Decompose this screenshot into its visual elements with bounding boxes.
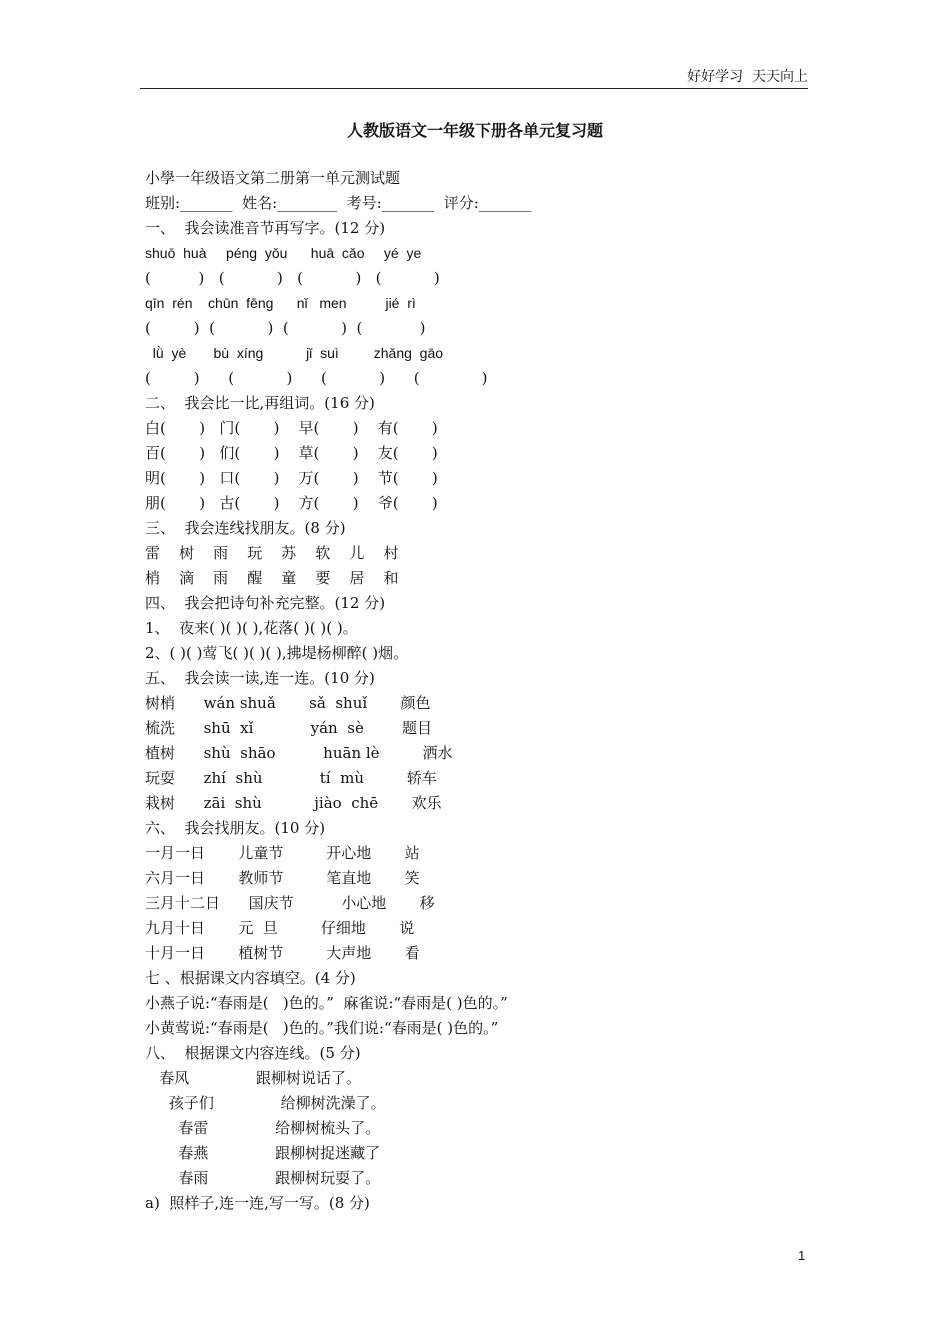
worksheet-line: ( ) ( ) ( ) ( ) <box>145 269 440 287</box>
worksheet-line: 五、 我会读一读,连一连。(10 分) <box>145 669 375 687</box>
worksheet-line: 三、 我会连线找朋友。(8 分) <box>145 519 346 537</box>
worksheet-line: a) 照样子,连一连,写一写。(8 分) <box>145 1194 370 1212</box>
worksheet-line: lǜ yè bù xíng jǐ suì zhǎng gāo <box>145 345 444 361</box>
worksheet-line: 春雨 跟柳树玩耍了。 <box>145 1169 381 1187</box>
worksheet-line: 白( ) 门( ) 早( ) 有( ) <box>145 419 438 437</box>
worksheet-line: 十月一日 植树节 大声地 看 <box>145 944 420 962</box>
worksheet-line: 百( ) 们( ) 草( ) 友( ) <box>145 444 438 462</box>
worksheet-line: 雷 树 雨 玩 苏 软 儿 村 <box>145 544 399 562</box>
worksheet-line: shuō huà péng yǒu huā cǎo yé ye <box>145 245 422 261</box>
worksheet-line: 植树 shù shāo huān lè 洒水 <box>145 744 453 762</box>
worksheet-line: 朋( ) 古( ) 方( ) 爷( ) <box>145 494 438 512</box>
worksheet-line: 春风 跟柳树说话了。 <box>145 1069 362 1087</box>
worksheet-line: 一月一日 儿童节 开心地 站 <box>145 844 420 862</box>
worksheet-line: 春雷 给柳树梳头了。 <box>145 1119 381 1137</box>
worksheet-line: 四、 我会把诗句补充完整。(12 分) <box>145 594 386 612</box>
worksheet-line: 班别:_______ 姓名:________ 考号:_______ 评分:_______ <box>145 194 532 212</box>
worksheet-line: 玩耍 zhí shù tí mù 轿车 <box>145 769 437 787</box>
worksheet-line: 梳洗 shū xǐ yán sè 题目 <box>145 719 432 737</box>
worksheet-line: ( ) ( ) ( ) ( ) <box>145 369 488 387</box>
worksheet-line: 1、 夜来( )( )( ),花落( )( )( )。 <box>145 619 358 637</box>
worksheet-line: 明( ) 口( ) 万( ) 节( ) <box>145 469 438 487</box>
worksheet-line: 六月一日 教师节 笔直地 笑 <box>145 869 420 887</box>
worksheet-line: 九月十日 元 旦 仔细地 说 <box>145 919 415 937</box>
running-header: 好好学习 天天向上 <box>687 69 808 85</box>
worksheet-line: 小燕子说:“春雨是( )色的。” 麻雀说:“春雨是( )色的。” <box>145 994 508 1012</box>
document-title: 人教版语文一年级下册各单元复习题 <box>346 121 603 140</box>
worksheet-line: 孩子们 给柳树洗澡了。 <box>145 1094 386 1112</box>
worksheet-line: 小學一年级语文第二册第一单元测试题 <box>145 169 401 187</box>
worksheet-line: 小黄莺说:“春雨是( )色的。”我们说:“春雨是( )色的。” <box>145 1019 499 1037</box>
worksheet-line: ( ) ( ) ( ) ( ) <box>145 319 426 337</box>
worksheet-line: 2、( )( )莺飞( )( )( ),拂堤杨柳醉( )烟。 <box>145 644 409 662</box>
worksheet-line: 春燕 跟柳树捉迷藏了 <box>145 1144 381 1162</box>
page-number: 1 <box>798 1248 806 1263</box>
worksheet-line: 八、 根据课文内容连线。(5 分) <box>145 1044 361 1062</box>
worksheet-line: 二、 我会比一比,再组词。(16 分) <box>145 394 375 412</box>
worksheet-line: 三月十二日 国庆节 小心地 移 <box>145 894 435 912</box>
worksheet-line: 栽树 zāi shù jiào chē 欢乐 <box>145 794 442 812</box>
worksheet-line: 六、 我会找朋友。(10 分) <box>145 819 326 837</box>
worksheet-line: 树梢 wán shuǎ sǎ shuǐ 颜色 <box>145 694 431 712</box>
worksheet-line: 七 、根据课文内容填空。(4 分) <box>145 969 356 987</box>
header-rule <box>140 88 808 89</box>
worksheet-line: qīn rén chūn fēng nǐ men jié rì <box>145 295 416 311</box>
worksheet-line: 梢 滴 雨 醒 童 要 居 和 <box>145 569 399 587</box>
worksheet-line: 一、 我会读准音节再写字。(12 分) <box>145 219 386 237</box>
